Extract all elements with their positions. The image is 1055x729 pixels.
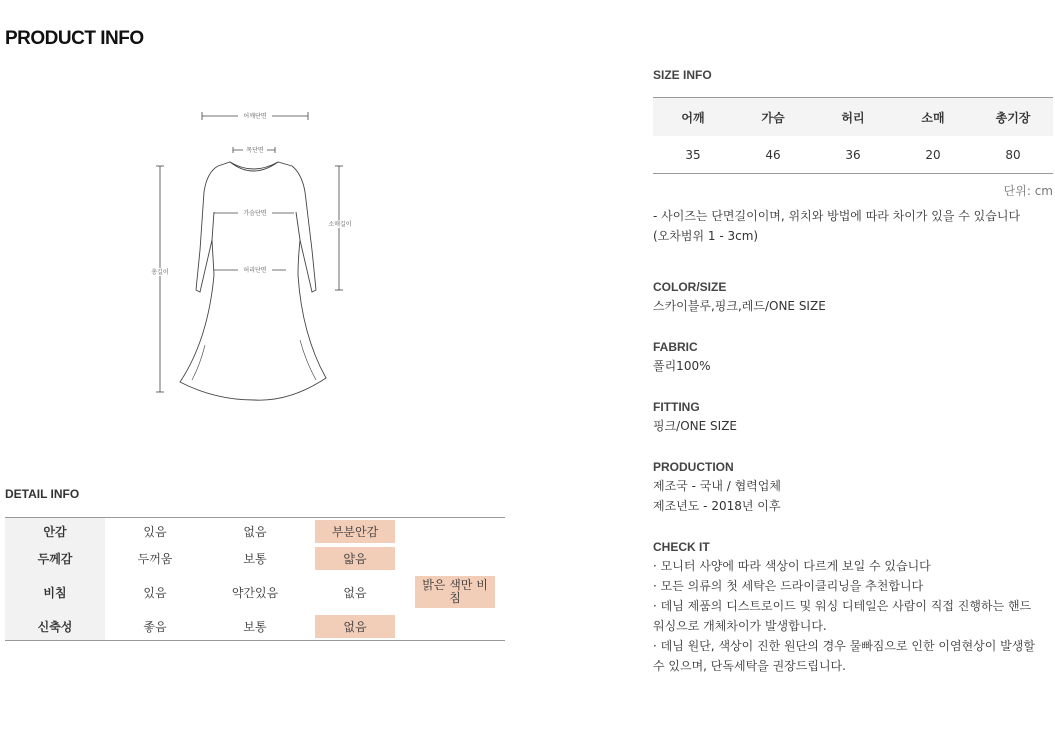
size-value-cell: 20 (925, 147, 941, 162)
fabric-value: 폴리100% (653, 359, 711, 373)
detail-row-label: 안감 (5, 518, 105, 545)
size-value-cell: 35 (685, 147, 701, 162)
detail-option: 보통 (243, 552, 267, 566)
detail-row-lining (5, 518, 505, 545)
detail-option-selected: 밝은 색만 비침 (405, 576, 505, 608)
detail-option: 약간있음 (231, 585, 279, 600)
size-value-cell: 46 (765, 147, 781, 162)
neck-label: 목단면 (246, 147, 264, 154)
detail-row-label: 신축성 (5, 612, 105, 640)
size-header-cell: 가슴 (761, 110, 785, 125)
size-value-cell: 36 (845, 147, 861, 162)
production-country: 제조국 - 국내 / 협력업체 (653, 479, 781, 493)
detail-row-label: 비침 (5, 572, 105, 612)
detail-row-label: 두께감 (5, 545, 105, 572)
size-note-range: (오차범위 1 - 3cm) (653, 229, 759, 243)
size-unit: 단위: cm (1003, 184, 1053, 198)
sleeve-label: 소매길이 (328, 221, 352, 228)
fabric-title: FABRIC (653, 340, 698, 354)
size-header-cell: 소매 (921, 110, 945, 125)
detail-option: 없음 (343, 585, 367, 600)
fitting-value: 핑크/ONE SIZE (653, 419, 738, 433)
color-size-value: 스카이블루,핑크,레드/ONE SIZE (653, 299, 826, 313)
size-header-cell: 총기장 (995, 110, 1031, 125)
size-table-values (653, 136, 1053, 173)
detail-option-selected: 얇음 (305, 547, 405, 570)
size-table-header (653, 98, 1053, 136)
check-line: · 데님 제품의 디스트로이드 및 워싱 디테일은 사람이 직접 진행하는 핸드 (653, 599, 1032, 613)
production-title: PRODUCTION (653, 460, 734, 474)
size-table (653, 97, 1053, 174)
check-line: 수 있으며, 단독세탁을 권장드립니다. (653, 659, 846, 673)
detail-option: 두꺼움 (137, 552, 173, 566)
check-line: 워싱으로 개체차이가 발생합니다. (653, 619, 827, 633)
length-label: 총길이 (151, 269, 169, 276)
waist-label: 허리단면 (243, 267, 267, 274)
size-header-cell: 어깨 (681, 110, 705, 125)
chest-label: 가슴단면 (243, 210, 267, 217)
detail-row-stretch (5, 612, 505, 640)
detail-option: 보통 (243, 619, 267, 634)
detail-info-title: DETAIL INFO (5, 487, 80, 501)
detail-row-sheerness (5, 572, 505, 612)
detail-option-selected: 없음 (305, 615, 405, 638)
check-it-title: CHECK IT (653, 540, 710, 554)
shoulder-label: 어깨단면 (243, 113, 267, 120)
page-title: PRODUCT INFO (5, 28, 144, 49)
detail-option-selected: 부분안감 (305, 520, 405, 543)
detail-row-thickness (5, 545, 505, 572)
dress-diagram (130, 100, 380, 410)
production-year: 제조년도 - 2018년 이후 (653, 499, 781, 513)
size-note: - 사이즈는 단면길이이며, 위치와 방법에 따라 차이가 있을 수 있습니다 (653, 209, 1021, 223)
color-size-title: COLOR/SIZE (653, 280, 727, 294)
size-info-title: SIZE INFO (653, 68, 712, 82)
detail-option: 좋음 (143, 619, 167, 634)
detail-option: 있음 (143, 585, 167, 600)
dress-outline (180, 162, 326, 400)
detail-info-table (5, 517, 505, 641)
check-line: · 모든 의류의 첫 세탁은 드라이클리닝을 추천합니다 (653, 579, 924, 593)
fitting-title: FITTING (653, 400, 700, 414)
detail-option: 없음 (243, 525, 267, 539)
detail-option: 있음 (143, 525, 167, 539)
check-line: · 데님 원단, 색상이 진한 원단의 경우 물빠짐으로 인한 이염현상이 발생할 (653, 639, 1035, 653)
size-value-cell: 80 (1005, 147, 1021, 162)
size-header-cell: 허리 (841, 110, 865, 125)
check-line: · 모니터 사양에 따라 색상이 다르게 보일 수 있습니다 (653, 559, 931, 573)
